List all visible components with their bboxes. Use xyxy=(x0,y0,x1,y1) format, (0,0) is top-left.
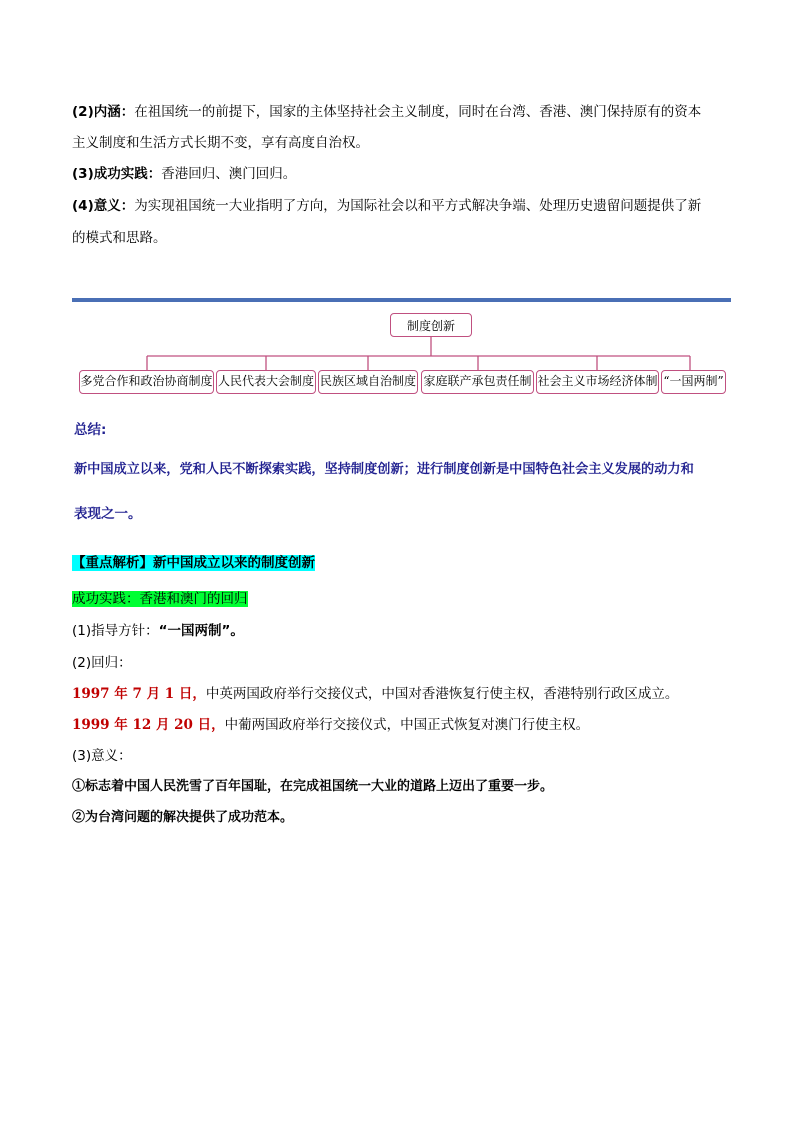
key-analysis-subtitle xyxy=(72,589,248,609)
label-practice: (3)成功实践： xyxy=(72,166,162,182)
label-significance-2: (3)意义： xyxy=(72,748,132,764)
date-1999: 1999 年 12 月 20 日， xyxy=(72,717,225,733)
diagram-child-regional-autonomy: 民族区域自治制度 xyxy=(318,370,418,394)
date-1997: 1997 年 7 月 1 日， xyxy=(72,686,206,702)
text-connotation: 在祖国统一的前提下，国家的主体坚持社会主义制度，同时在台湾、香港、澳门保持原有的资本 xyxy=(134,104,702,120)
diagram-root-box: 制度创新 xyxy=(390,313,472,337)
summary-line-2: 表现之一。 xyxy=(74,506,142,522)
key-analysis-subtitle-text: 成功实践：香港和澳门的回归 xyxy=(72,591,248,607)
diagram-child-npc: 人民代表大会制度 xyxy=(216,370,316,394)
text-1999: 中葡两国政府举行交接仪式，中国正式恢复对澳门行使主权。 xyxy=(224,717,590,733)
label-guideline: (1)指导方针： xyxy=(72,623,159,639)
key-analysis-title: 新中国成立以来的制度创新 xyxy=(153,555,315,571)
diagram-child-market-economy: 社会主义市场经济体制 xyxy=(536,370,659,394)
key-analysis-bracket: 【重点解析】 xyxy=(72,555,153,571)
text-significance: 为实现祖国统一大业指明了方向，为国际社会以和平方式解决争端、处理历史遗留问题提供了新 xyxy=(134,198,702,214)
text-1997: 中英两国政府举行交接仪式，中国对香港恢复行使主权，香港特别行政区成立。 xyxy=(205,686,679,702)
diagram-child-multiparty: 多党合作和政治协商制度 xyxy=(79,370,214,394)
paragraph-event-1997 xyxy=(72,684,678,704)
paragraph-event-1999 xyxy=(72,715,589,735)
paragraph-significance-1: ①标志着中国人民洗雪了百年国耻，在完成祖国统一大业的道路上迈出了重要一步。 xyxy=(72,779,554,794)
label-significance: (4)意义： xyxy=(72,198,135,214)
summary-line-1: 新中国成立以来，党和人民不断探索实践，坚持制度创新；进行制度创新是中国特色社会主义发展的动力和 xyxy=(74,462,694,477)
diagram-child-household-responsibility: 家庭联产承包责任制 xyxy=(421,370,534,394)
text-connotation-cont: 主义制度和生活方式长期不变，享有高度自治权。 xyxy=(72,135,369,151)
paragraph-guideline xyxy=(72,621,244,641)
value-guideline: “一国两制”。 xyxy=(158,623,244,639)
key-analysis-heading xyxy=(72,553,315,573)
label-connotation: (2)内涵： xyxy=(72,104,135,120)
paragraph-return xyxy=(72,653,132,673)
text-significance-cont: 的模式和思路。 xyxy=(72,230,167,246)
text-practice: 香港回归、澳门回归。 xyxy=(161,166,297,182)
paragraph-significance-2: ②为台湾问题的解决提供了成功范本。 xyxy=(72,810,294,825)
summary-title: 总结: xyxy=(74,422,107,438)
diagram-child-one-country-two-systems: “一国两制” xyxy=(661,370,726,394)
label-return: (2)回归： xyxy=(72,655,132,671)
paragraph-significance-label xyxy=(72,746,132,766)
